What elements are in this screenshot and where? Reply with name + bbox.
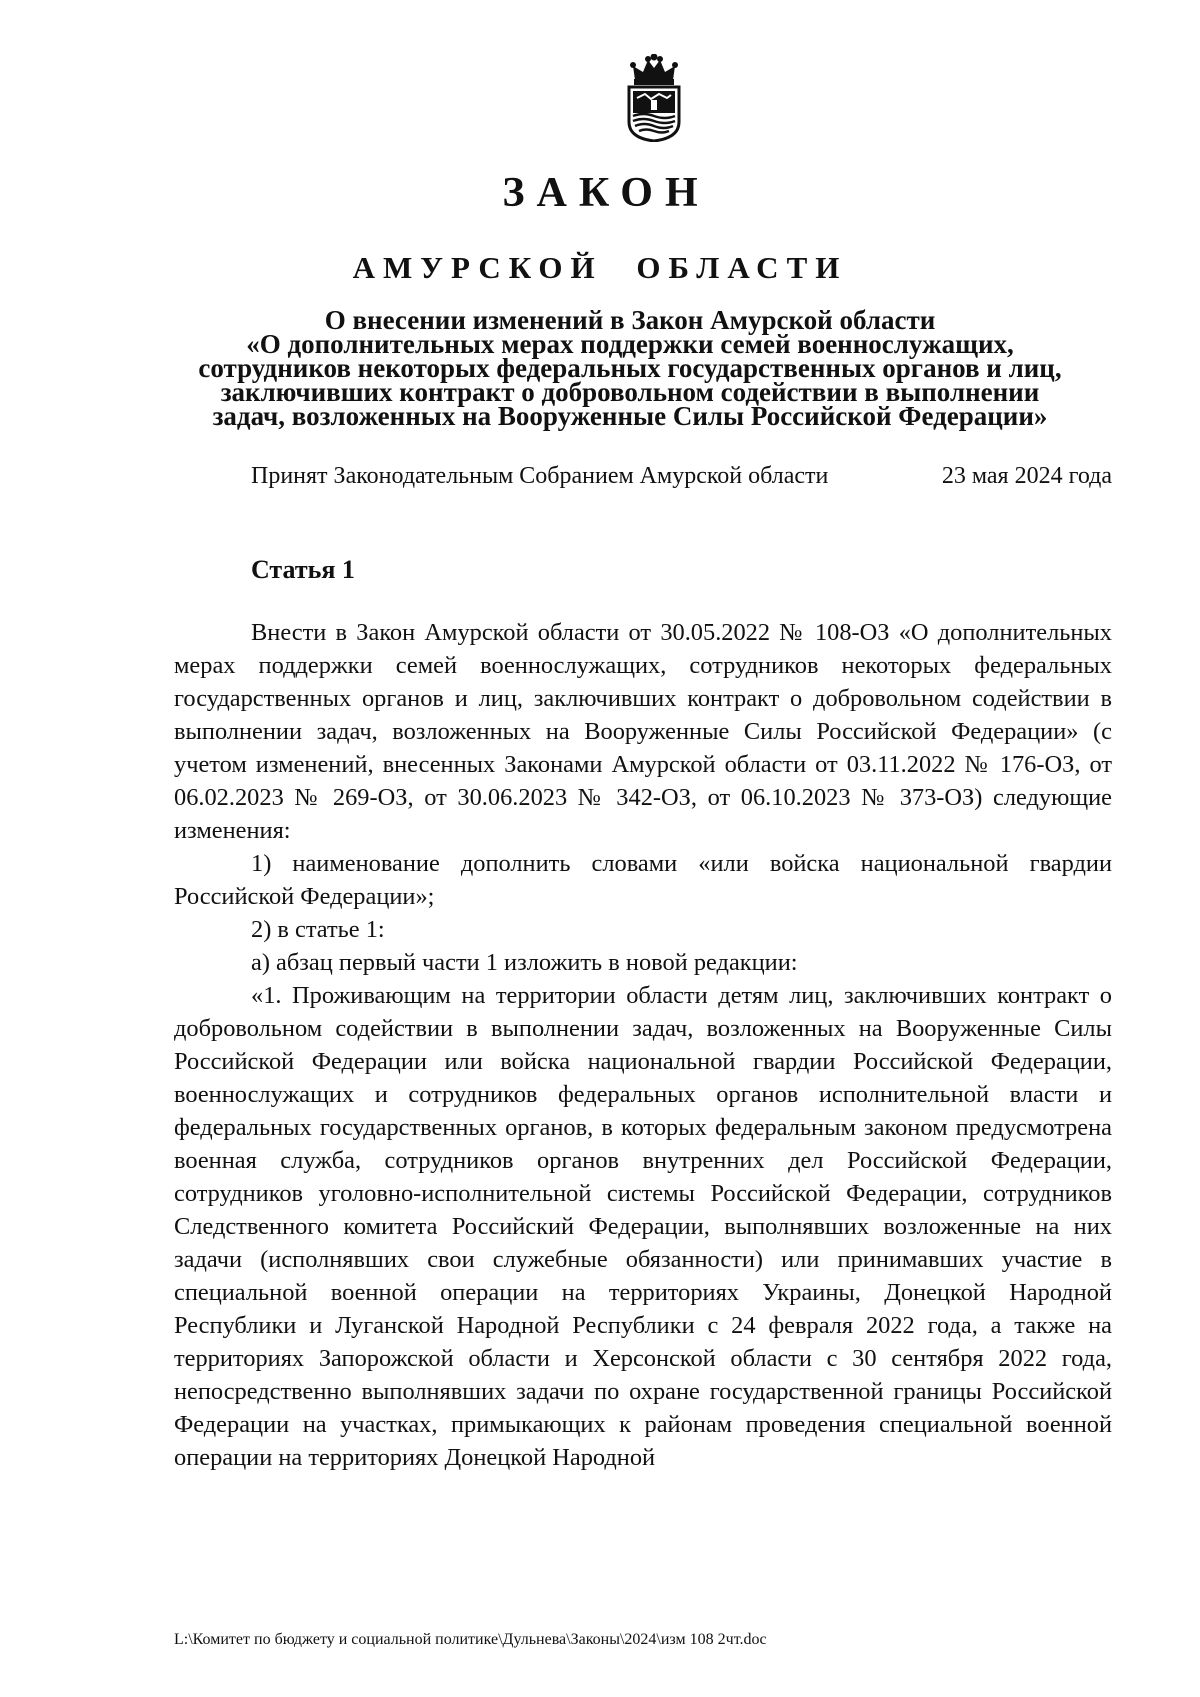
- paragraph: «1. Проживающим на территории области детям лиц, заключивших контракт о добровольном содействии в выполнении задач, возложенных на Вооруженные Силы Российской Федерации или войска национальной гвардии Российской Федерации, военнослужащих и сотрудников федеральных органов исполнительной власти и федеральных государственных органов, в которых федеральным законом предусмотрена военная служба, сотрудников органов внутренних дел Российской Федерации, сотрудников уголовно-исполнительной системы Российской Федерации, сотрудников Следственного комитета Российский Федерации, выполнявших возложенные на них задачи (исполнявших свои служебные обязанности) или принимавших участие в специальной военной операции на территориях Украины, Донецкой Народной Республики и Луганской Народной Республики с 24 февраля 2022 года, а также на территориях Запорожской области и Херсонской области с 30 сентября 2022 года, непосредственно выполнявших задачи по охране государственной границы Российской Федерации на участках, примыкающих к районам проведения специальной военной операции на территориях Донецкой Народной: [174, 982, 1112, 1471]
- law-title: ЗАКОН: [502, 170, 710, 216]
- paragraph: 1) наименование дополнить словами «или войска национальной гвардии Российской Федерации»;: [174, 850, 1112, 910]
- heading-line: сотрудников некоторых федеральных государственных органов и лиц,: [198, 353, 1062, 383]
- region-title: АМУРСКОЙ ОБЛАСТИ: [352, 250, 848, 285]
- adoption-date: 23 мая 2024 года: [941, 463, 1112, 489]
- document-heading: [150, 305, 1110, 431]
- paragraph: 2) в статье 1:: [251, 916, 385, 943]
- heading-line: заключивших контракт о добровольном содействии в выполнении: [220, 377, 1040, 407]
- adopted-by: Принят Законодательным Собранием Амурской области: [251, 463, 829, 489]
- article-body: [174, 616, 1112, 1474]
- heading-line: «О дополнительных мерах поддержки семей военнослужащих,: [246, 329, 1014, 359]
- file-path-footer: L:\Комитет по бюджету и социальной политике\Дульнева\Законы\2024\изм 108 2чт.doc: [174, 1631, 767, 1648]
- heading-line: О внесении изменений в Закон Амурской области: [324, 305, 936, 335]
- coat-of-arms-icon: [621, 54, 687, 142]
- article-heading: Статья 1: [251, 555, 355, 584]
- paragraph: Внести в Закон Амурской области от 30.05.2022 № 108-ОЗ «О дополнительных мерах поддержки семей военнослужащих, сотрудников некоторых федеральных государственных органов и лиц, заключивших контракт о добровольном содействии в выполнении задач, возложенных на Вооруженные Силы Российской Федерации» (с учетом изменений, внесенных Законами Амурской области от 03.11.2022 № 176-ОЗ, от 06.02.2023 № 269-ОЗ, от 30.06.2023 № 342-ОЗ, от 06.10.2023 № 373-ОЗ) следующие изменения:: [174, 619, 1112, 844]
- paragraph: а) абзац первый части 1 изложить в новой редакции:: [251, 949, 798, 976]
- heading-line: задач, возложенных на Вооруженные Силы Российской Федерации»: [212, 401, 1048, 431]
